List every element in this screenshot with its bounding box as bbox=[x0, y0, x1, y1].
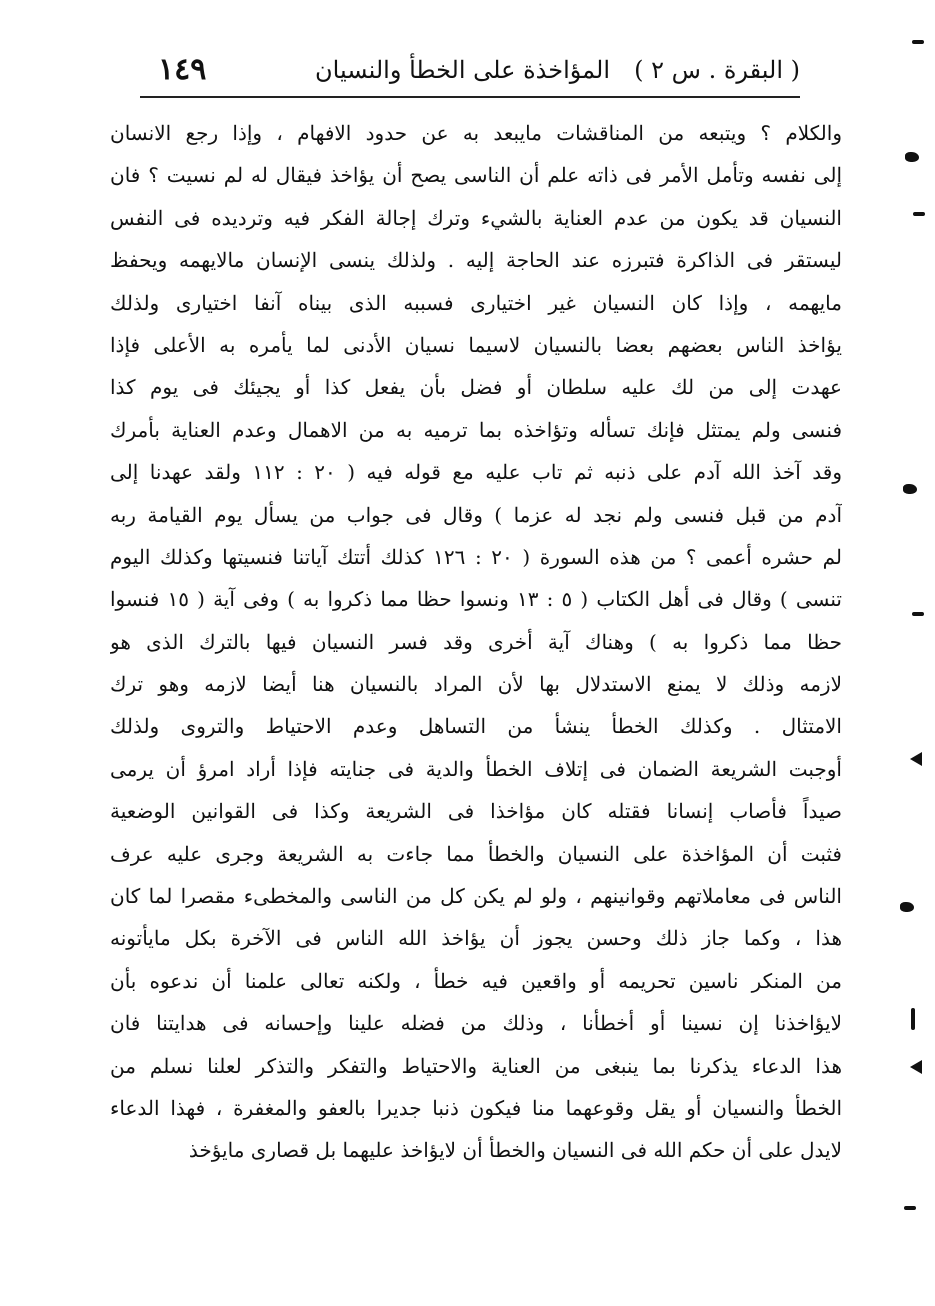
text-line: الناس فى معاملاتهم وقوانينهم ، ولو لم يكن كل من الناسى والمخطىء مقصرا لما كان bbox=[110, 884, 842, 909]
text-line: يؤاخذ الناس بعضهم بعضا بالنسيان لاسيما نسيان الأدنى لما يأمره به الأعلى فإذا bbox=[110, 332, 842, 357]
header-rule bbox=[140, 96, 800, 98]
text-line: من المنكر ناسين تحريمه أو واقعين فيه خطأ ، ولكنه تعالى علمنا أن ندعوه بأن bbox=[110, 968, 842, 993]
text-line: الخطأ والنسيان أو يقل وقوعهما منا فيكون ذنبا جديرا بالعفو والمغفرة ، فهذا الدعاء bbox=[110, 1095, 842, 1120]
running-header bbox=[140, 46, 800, 96]
scan-speck bbox=[910, 752, 922, 766]
scan-speck bbox=[913, 212, 925, 216]
scan-speck bbox=[904, 1206, 916, 1210]
header-title: المؤاخذة على الخطأ والنسيان bbox=[315, 56, 610, 84]
text-line: آدم من قبل فنسى ولم نجد له عزما ) وقال فى جواب من يسأل يوم القيامة ربه bbox=[110, 502, 842, 527]
text-line: إلى نفسه وتأمل الأمر فى ذاته علم أن الناسى يصح أن يؤاخذ فيقال له لم نسيت ؟ فان bbox=[110, 163, 842, 188]
text-line: فنسى ولم يمتثل فإنك تسأله وتؤاخذه بما ترميه به من الاهمال وعدم العناية بأمرك bbox=[110, 417, 842, 442]
text-line: ليستقر فى الذاكرة فتبرزه عند الحاجة إليه . ولذلك ينسى الإنسان مالايهمه ويحفظ bbox=[110, 248, 842, 273]
text-line: تنسى ) وقال فى أهل الكتاب ( ٥ : ١٣ ونسوا حظا مما ذكروا به ) وفى آية ( ١٥ فنسوا bbox=[110, 587, 842, 612]
page-number: ١٤٩ bbox=[158, 52, 207, 87]
text-line: مايهمه ، وإذا كان النسيان غير اختيارى فسببه الذى بيناه آنفا اختيارى ولذلك bbox=[110, 290, 842, 315]
text-line: وقد آخذ الله آدم على ذنبه ثم تاب عليه مع قوله فيه ( ٢٠ : ١١٢ ولقد عهدنا إلى bbox=[110, 460, 842, 485]
text-line: لايؤاخذنا إن نسينا أو أخطأنا ، وذلك من فضله علينا وإحسانه فى هدايتنا فان bbox=[110, 1011, 842, 1036]
text-line: عهدت إلى من لك عليه سلطان أو فضل بأن يفعل كذا أو يجيئك فى يوم كذا bbox=[110, 375, 842, 400]
text-line: فثبت أن المؤاخذة على النسيان والخطأ مما جاءت به الشريعة وجرى عليه عرف bbox=[110, 841, 842, 866]
text-line: النسيان قد يكون من عدم العناية بالشيء وترك إجالة الفكر فيه وترديده فى النفس bbox=[110, 205, 842, 230]
scan-speck bbox=[900, 902, 914, 912]
header-chapter-reference: ( البقرة . س ٢ ) bbox=[634, 56, 800, 84]
text-line: الامتثال . وكذلك الخطأ ينشأ من التساهل وعدم الاحتياط والتروى ولذلك bbox=[110, 714, 842, 739]
body-text bbox=[110, 112, 842, 1172]
text-line: لم حشره أعمى ؟ من هذه السورة ( ٢٠ : ١٢٦ كذلك أتتك آياتنا فنسيتها وكذلك اليوم bbox=[110, 544, 842, 569]
text-line: لازمه وذلك لا يمنع الاستدلال بها لأن المراد بالنسيان هنا أيضا لازمه وهو ترك bbox=[110, 672, 842, 697]
scan-speck bbox=[910, 1060, 922, 1074]
scan-speck bbox=[911, 1008, 915, 1030]
text-line: حظا مما ذكروا به ) وهناك آية أخرى وقد فسر النسيان فيها بالترك الذى هو bbox=[110, 629, 842, 654]
scan-speck bbox=[912, 40, 924, 44]
scan-speck bbox=[905, 152, 919, 162]
text-line: والكلام ؟ ويتبعه من المناقشات مايبعد به عن حدود الافهام ، وإذا رجع الانسان bbox=[110, 121, 842, 145]
text-line: صيداً فأصاب إنسانا فقتله كان مؤاخذا فى الشريعة وكذا فى القوانين الوضعية bbox=[110, 799, 842, 824]
text-line: هذا الدعاء يذكرنا بما ينبغى من العناية والاحتياط والتفكر والتذكر لعلنا نسلم من bbox=[110, 1053, 842, 1078]
text-line: لايدل على أن حكم الله فى النسيان والخطأ أن لايؤاخذ عليهما بل قصارى مايؤخذ bbox=[188, 1138, 842, 1163]
text-line: هذا ، وكما جاز ذلك وحسن يجوز أن يؤاخذ الله الناس فى الآخرة بكل مايأتونه bbox=[110, 926, 842, 951]
text-line: أوجبت الشريعة الضمان فى إتلاف الخطأ والدية فى جنايته فإذا أراد امرؤ أن يرمى bbox=[110, 756, 842, 781]
scan-speck bbox=[912, 612, 924, 616]
scan-speck bbox=[903, 484, 917, 494]
